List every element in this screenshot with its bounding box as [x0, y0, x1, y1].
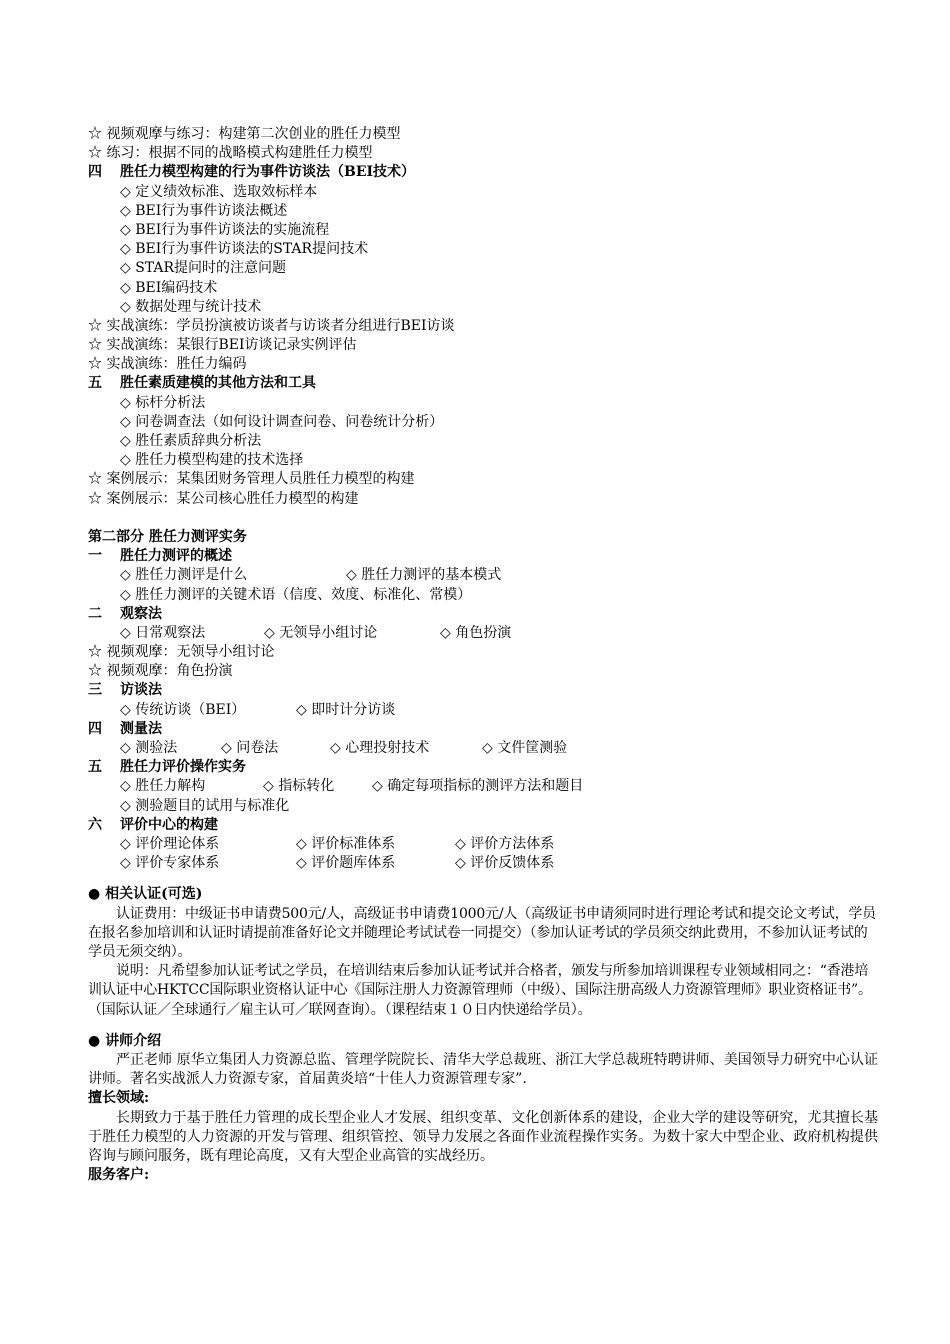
section-heading: 三 访谈法	[88, 682, 162, 699]
expertise-label: 擅长领域:	[88, 1090, 150, 1107]
diamond-row: ◇ 日常观察法 ◇ 无领导小组讨论 ◇ 角色扮演	[120, 624, 512, 641]
cert-fee-paragraph: 认证费用：中级证书申请费500元/人，高级证书申请费1000元/人（高级证书申请须同时进行理论考试和提交论文考试，学员在报名参加培训和认证时请提前准备好论文并随理论考试试卷一同提交）（参加认证考试的学员须交纳此费用，不参加认证考试的学员无须交纳）。	[88, 905, 876, 960]
diamond-row: ◇ 评价理论体系 ◇ 评价标准体系 ◇ 评价方法体系	[120, 835, 555, 852]
star-item: ☆ 案例展示：某集团财务管理人员胜任力模型的构建	[88, 471, 415, 488]
section-heading: 二 观察法	[88, 605, 162, 622]
lecturer-heading: ● 讲师介绍	[88, 1032, 162, 1049]
diamond-row: ◇ 传统访谈（BEI） ◇ 即时计分访谈	[120, 701, 396, 718]
star-item: ☆ 案例展示：某公司核心胜任力模型的构建	[88, 490, 359, 507]
diamond-item: ◇ BEI行为事件访谈法的STAR提问技术	[120, 241, 369, 258]
star-item: ☆ 实战演练：胜任力编码	[88, 356, 247, 373]
diamond-row: ◇ 测验法 ◇ 问卷法 ◇ 心理投射技术 ◇ 文件筐测验	[120, 740, 568, 756]
lecturer-intro: 严正老师 原华立集团人力资源总监、管理学院院长、清华大学总裁班、浙江大学总裁班特聘讲师、美国领导力研究中心认证讲师。著名实战派人力资源专家，首届黄炎培“十佳人力资源管理专家”.	[88, 1051, 878, 1088]
diamond-item: ◇ 胜任力测评的关键术语（信度、效度、标准化、常模）	[120, 586, 472, 603]
diamond-item: ◇ 胜任力模型构建的技术选择	[120, 452, 304, 469]
diamond-item: ◇ 测验题目的试用与标准化	[120, 797, 290, 814]
star-item: ☆ 视频观摩：无领导小组讨论	[88, 644, 275, 661]
section-heading: 四 测量法	[88, 720, 162, 737]
diamond-row: ◇ 胜任力测评是什么 ◇ 胜任力测评的基本模式	[120, 567, 502, 584]
diamond-item: ◇ BEI行为事件访谈法概述	[120, 202, 288, 219]
section-heading: 五 胜任素质建模的其他方法和工具	[88, 375, 316, 392]
diamond-item: ◇ 标杆分析法	[120, 394, 206, 411]
diamond-item: ◇ 问卷调查法（如何设计调查问卷、问卷统计分析）	[120, 413, 444, 430]
expertise-paragraph: 长期致力于基于胜任力管理的成长型企业人才发展、组织变革、文化创新体系的建设，企业大学的建设等研究，尤其擅长基于胜任力模型的人力资源的开发与管理、组织管控、领导力发展之各面作业流程操作实务。为数十家大中型企业、政府机构提供咨询与顾问服务，既有理论高度，又有大型企业高管的实战经历。	[88, 1109, 878, 1164]
section-heading: 一 胜任力测评的概述	[88, 548, 232, 565]
cert-note-paragraph: 说明：凡希望参加认证考试之学员，在培训结束后参加认证考试并合格者，颁发与所参加培训课程专业领域相同之：“香港培训认证中心HKTCC国际职业资格认证中心《国际注册人力资源管理师（中级）、国际注册高级人力资源管理师》职业资格证书”。（国际认证／全球通行／雇主认可／联网查询）。（课程结束１０日内快递给学员）。	[88, 963, 872, 1018]
diamond-row: ◇ 胜任力解构 ◇ 指标转化 ◇ 确定每项指标的测评方法和题目	[120, 778, 584, 795]
diamond-item: ◇ STAR提问时的注意问题	[120, 260, 287, 277]
diamond-item: ◇ 定义绩效标准、选取效标样本	[120, 183, 318, 200]
section-heading: 四 胜任力模型构建的行为事件访谈法（BEI技术）	[88, 164, 416, 181]
clients-label: 服务客户:	[88, 1167, 150, 1184]
diamond-item: ◇ BEI编码技术	[120, 279, 218, 296]
cert-heading: ● 相关认证(可选)	[88, 886, 203, 903]
document-page	[88, 125, 878, 1185]
star-item: ☆ 视频观摩：角色扮演	[88, 663, 233, 680]
diamond-item: ◇ BEI行为事件访谈法的实施流程	[120, 221, 330, 238]
star-item: ☆ 实战演练：某银行BEI访谈记录实例评估	[88, 337, 357, 354]
star-item: ☆ 视频观摩与练习：构建第二次创业的胜任力模型	[88, 126, 401, 142]
section-heading: 五 胜任力评价操作实务	[88, 759, 246, 776]
section-heading: 六 评价中心的构建	[88, 816, 218, 833]
part-heading: 第二部分 胜任力测评实务	[88, 528, 247, 545]
star-item: ☆ 实战演练：学员扮演被访谈者与访谈者分组进行BEI访谈	[88, 317, 455, 334]
diamond-item: ◇ 数据处理与统计技术	[120, 298, 262, 315]
star-item: ☆ 练习：根据不同的战略模式构建胜任力模型	[88, 145, 373, 162]
diamond-row: ◇ 评价专家体系 ◇ 评价题库体系 ◇ 评价反馈体系	[120, 855, 555, 872]
diamond-item: ◇ 胜任素质辞典分析法	[120, 433, 262, 449]
